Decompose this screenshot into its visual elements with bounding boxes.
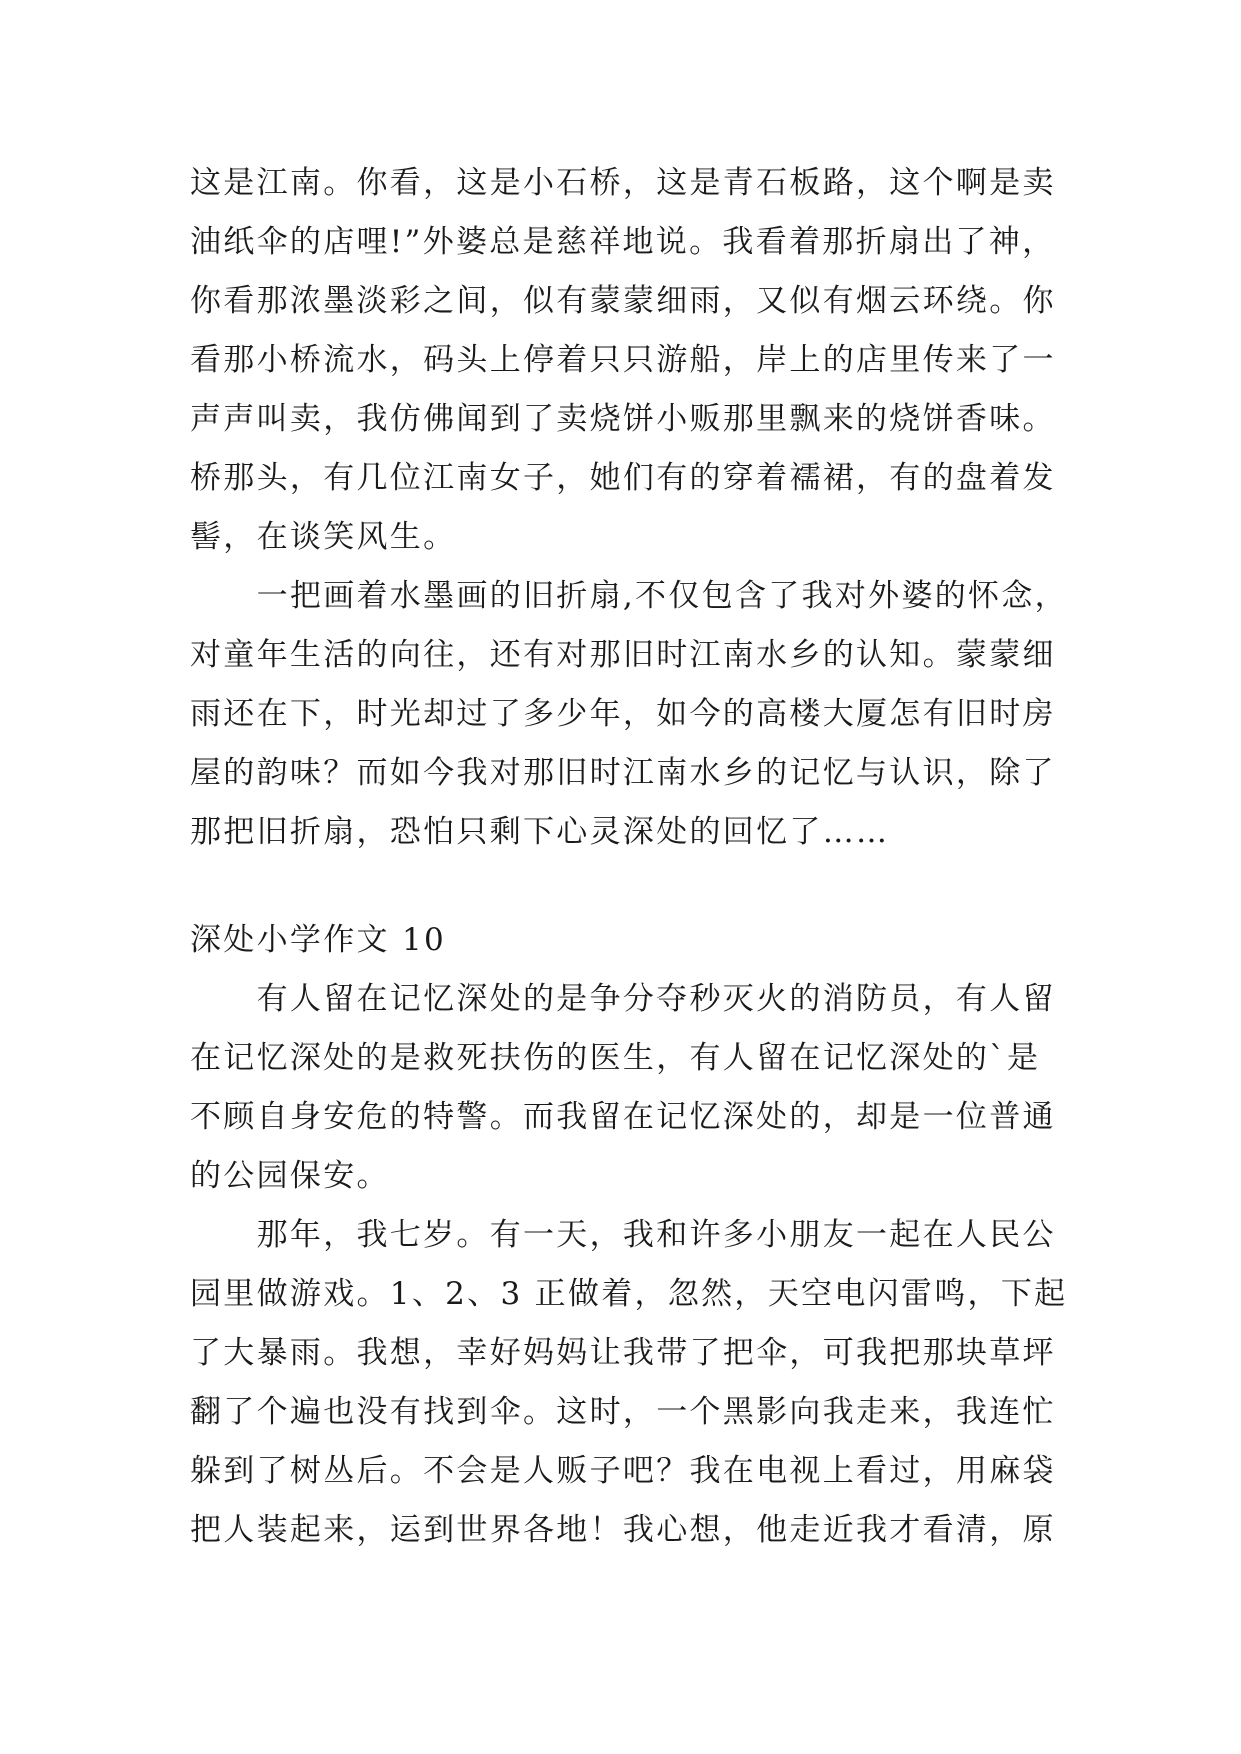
text-line: 对童年生活的向往，还有对那旧时江南水乡的认知。蒙蒙细 [190, 637, 1056, 673]
text-line: 看那小桥流水，码头上停着只只游船，岸上的店里传来了一 [190, 342, 1056, 378]
text-line: 园里做游戏。1、2、3 正做着，忽然，天空电闪雷鸣，下起 [190, 1276, 1068, 1312]
text-line: 那把旧折扇，恐怕只剩下心灵深处的回忆了…… [190, 814, 890, 850]
text-line: 不顾自身安危的特警。而我留在记忆深处的，却是一位普通 [190, 1099, 1056, 1135]
text-line: 桥那头，有几位江南女子，她们有的穿着襦裙，有的盘着发 [190, 460, 1056, 496]
section-heading: 深处小学作文 10 [190, 922, 446, 958]
text-line: 了大暴雨。我想，幸好妈妈让我带了把伞，可我把那块草坪 [190, 1335, 1056, 1371]
text-line: 雨还在下，时光却过了多少年，如今的高楼大厦怎有旧时房 [190, 696, 1056, 732]
text-line: 你看那浓墨淡彩之间，似有蒙蒙细雨，又似有烟云环绕。你 [190, 283, 1056, 319]
text-line: 屋的韵味？而如今我对那旧时江南水乡的记忆与认识，除了 [190, 755, 1056, 791]
text-line: 髻，在谈笑风生。 [190, 519, 457, 555]
text-line: 油纸伞的店哩!”外婆总是慈祥地说。我看着那折扇出了神， [190, 224, 1056, 260]
paragraph-start-line: 有人留在记忆深处的是争分夺秒灭火的消防员，有人留 [190, 981, 1056, 1017]
text-line: 躲到了树丛后。不会是人贩子吧？我在电视上看过，用麻袋 [190, 1453, 1056, 1489]
text-line: 声声叫卖，我仿佛闻到了卖烧饼小贩那里飘来的烧饼香味。 [190, 401, 1056, 437]
text-line: 把人装起来，运到世界各地！我心想，他走近我才看清，原 [190, 1512, 1056, 1548]
paragraph-start-line: 那年，我七岁。有一天，我和许多小朋友一起在人民公 [190, 1217, 1056, 1253]
text-line: 的公园保安。 [190, 1158, 390, 1194]
text-line: 翻了个遍也没有找到伞。这时，一个黑影向我走来，我连忙 [190, 1394, 1056, 1430]
text-line: 在记忆深处的是救死扶伤的医生，有人留在记忆深处的`是 [190, 1040, 1041, 1076]
paragraph-start-line: 一把画着水墨画的旧折扇,不仅包含了我对外婆的怀念， [190, 578, 1068, 614]
text-line: 这是江南。你看，这是小石桥，这是青石板路，这个啊是卖 [190, 165, 1056, 201]
